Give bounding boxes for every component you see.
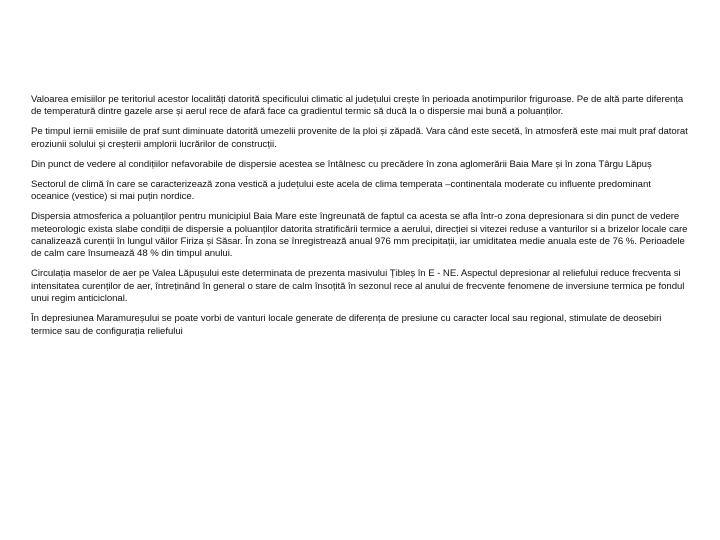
paragraph-maramures-winds: În depresiunea Maramureșului se poate vorbi de vanturi locale generate de diferența de presiune cu caracter local sau regional, stimulate de deosebiri termice sau de configurația reliefului (31, 313, 662, 337)
paragraph-climate-sector: Sectorul de climă în care se caracterizează zona vestică a județului este acela de clima temperata –continentala moderate cu influente predominant oceanice (vestice) si mai puțin nordice. (31, 178, 651, 203)
paragraph-dust-emissions: Pe timpul iernii emisiile de praf sunt diminuate datorită umezelii provenite de la ploi și zăpadă. Vara când este secetă, în atmosferă este mai mult praf datorat eroziunii solului și creșterii amplorii lucrărilor de construcții. (31, 126, 688, 150)
paragraph-winter-emissions: Valoarea emisiilor pe teritoriul acestor localități datorită specificului climatic al județului crește în perioada anotimpurilor friguroase. Pe de altă parte diferența de temperatură dintre gazele arse și aerul rece de afară face ca gradientul termic să ducă la o dispersie mai bună a poluanților. (31, 94, 684, 118)
paragraph-baia-mare-dispersion: Dispersia atmosferica a poluanților pentru municipiul Baia Mare este îngreunată de faptul ca acesta se afla într-o zona depresionara si din punct de vedere meteorologic exista slabe condiții de dispersie a poluanților datorita stratificării termice a aerului, direcției si vitezei reduse a vanturilor si a brizelor locale care canalizează curenții în lungul văilor Firiza și Săsar. În zona se înregistrează anual 976 mm precipitații, iar umiditatea medie anuala este de 76 %. Perioadele de calm care însumează 48 % din timpul anului. (31, 211, 688, 260)
paragraph-lapus-valley-circulation: Circulația maselor de aer pe Valea Lăpușului este determinata de prezenta masivului Țibleș în E - NE. Aspectul depresionar al reliefului reduce frecventa si intensitatea curenților de aer, întreținând în general o stare de calm însoțită în sezonul rece al anului de frecvente fenomene de inversiune termica pe fondul unui regim anticiclonal. (31, 268, 685, 305)
paragraph-unfavorable-dispersion: Din punct de vedere al condițiilor nefavorabile de dispersie acestea se întâlnesc cu precădere în zona aglomerării Baia Mare și în zona Târgu Lăpuș (31, 158, 652, 170)
text-body (31, 94, 691, 346)
